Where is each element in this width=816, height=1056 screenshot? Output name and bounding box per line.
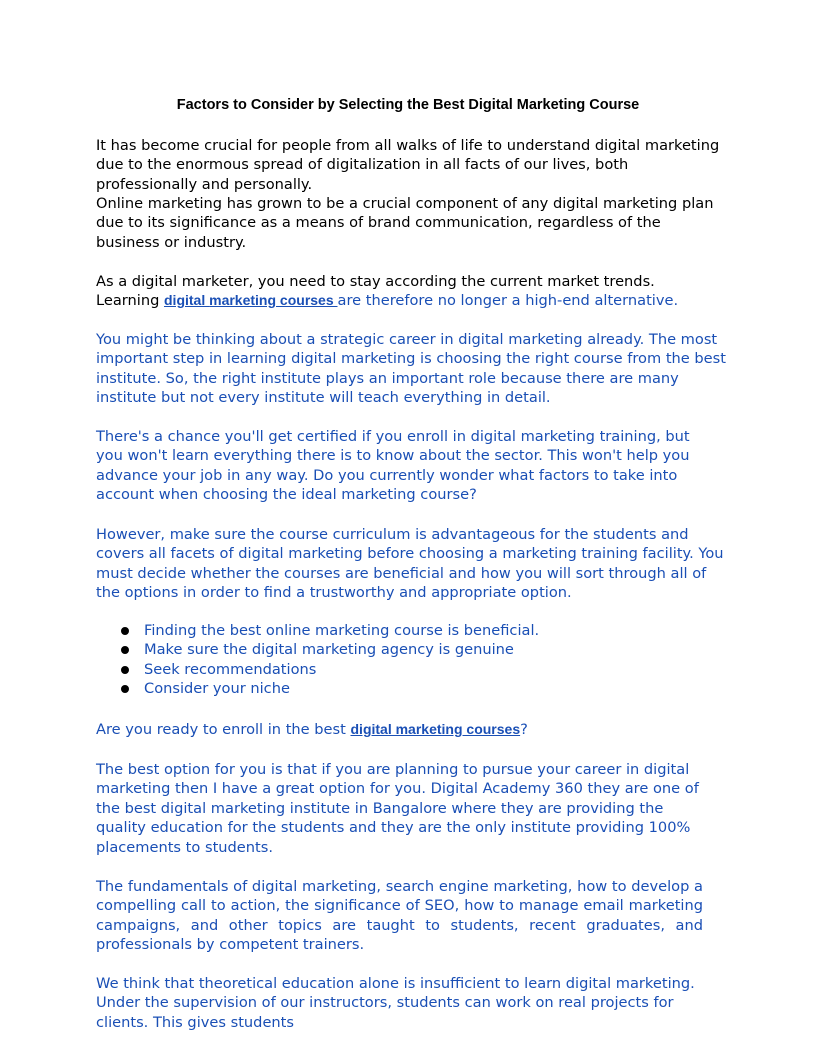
list-item: Consider your niche — [96, 679, 539, 698]
factors-list — [96, 621, 539, 699]
list-item: Finding the best online marketing course is beneficial. — [96, 621, 539, 640]
bullet-icon — [121, 685, 129, 693]
paragraph-online-marketing: Online marketing has grown to be a crucial component of any digital marketing plan due to its significance as a means of brand communication, regardless of the business or industry. — [96, 195, 714, 251]
bullet-icon — [121, 666, 129, 674]
alternative-text: are therefore no longer a high-end alternative. — [337, 292, 679, 310]
paragraph-enroll-question — [96, 720, 726, 739]
paragraph-best-option: The best option for you is that if you are planning to pursue your career in digital marketing then I have a great option for you. Digital Academy 360 they are one of the best digital marketing institute in Bangalore where they are providing the quality education for the students and they are the only institute providing 100% placements to students. — [96, 761, 699, 856]
enroll-text: Are you ready to enroll in the best — [96, 721, 351, 738]
digital-link[interactable]: digital — [164, 292, 210, 309]
list-item: Seek recommendations — [96, 660, 539, 679]
market-trends-text: As a digital marketer, you need to stay according the current market trends. — [96, 273, 655, 290]
bullet-icon — [121, 627, 129, 635]
learning-text: Learning — [96, 292, 164, 310]
digital-marketing-courses-link[interactable]: digital marketing courses — [350, 721, 521, 737]
document-title: Factors to Consider by Selecting the Best Digital Marketing Course — [176, 97, 640, 113]
paragraph-strategic-career: You might be thinking about a strategic career in digital marketing already. The most important step in learning digital marketing is choosing the right course from the best institute. So, the right institute plays an important role because there are many institute but not every institute will teach everything in detail. — [96, 331, 726, 407]
marketing-courses-link[interactable]: marketing courses — [209, 292, 338, 309]
list-item: Make sure the digital marketing agency is genuine — [96, 640, 539, 659]
paragraph-market-trends — [96, 272, 726, 311]
paragraph-intro: It has become crucial for people from all walks of life to understand digital marketing due to the enormous spread of digitalization in all facts of our lives, both professionally and personally. — [96, 137, 720, 193]
question-mark: ? — [520, 721, 528, 738]
paragraph-fundamentals: The fundamentals of digital marketing, search engine marketing, how to develop a compelling call to action, the significance of SEO, how to manage email marketing campaigns, and other topics are taught to students, recent graduates, and professionals by competent trainers. — [96, 878, 703, 954]
paragraph-certification: There's a chance you'll get certified if you enroll in digital marketing training, but you won't learn everything there is to know about the sector. This won't help you advance your job in any way. Do you currently wonder what factors to take into account when choosing the ideal marketing course? — [96, 428, 690, 504]
paragraph-theoretical-education: We think that theoretical education alone is insufficient to learn digital marketing. Under the supervision of our instructors, students can work on real projects for clients. This gives students — [96, 975, 695, 1031]
bullet-icon — [121, 646, 129, 654]
paragraph-curriculum: However, make sure the course curriculum is advantageous for the students and covers all facets of digital marketing before choosing a marketing training facility. You must decide whether the courses are beneficial and how you will sort through all of the options in order to find a trustworthy and appropriate option. — [96, 526, 724, 602]
